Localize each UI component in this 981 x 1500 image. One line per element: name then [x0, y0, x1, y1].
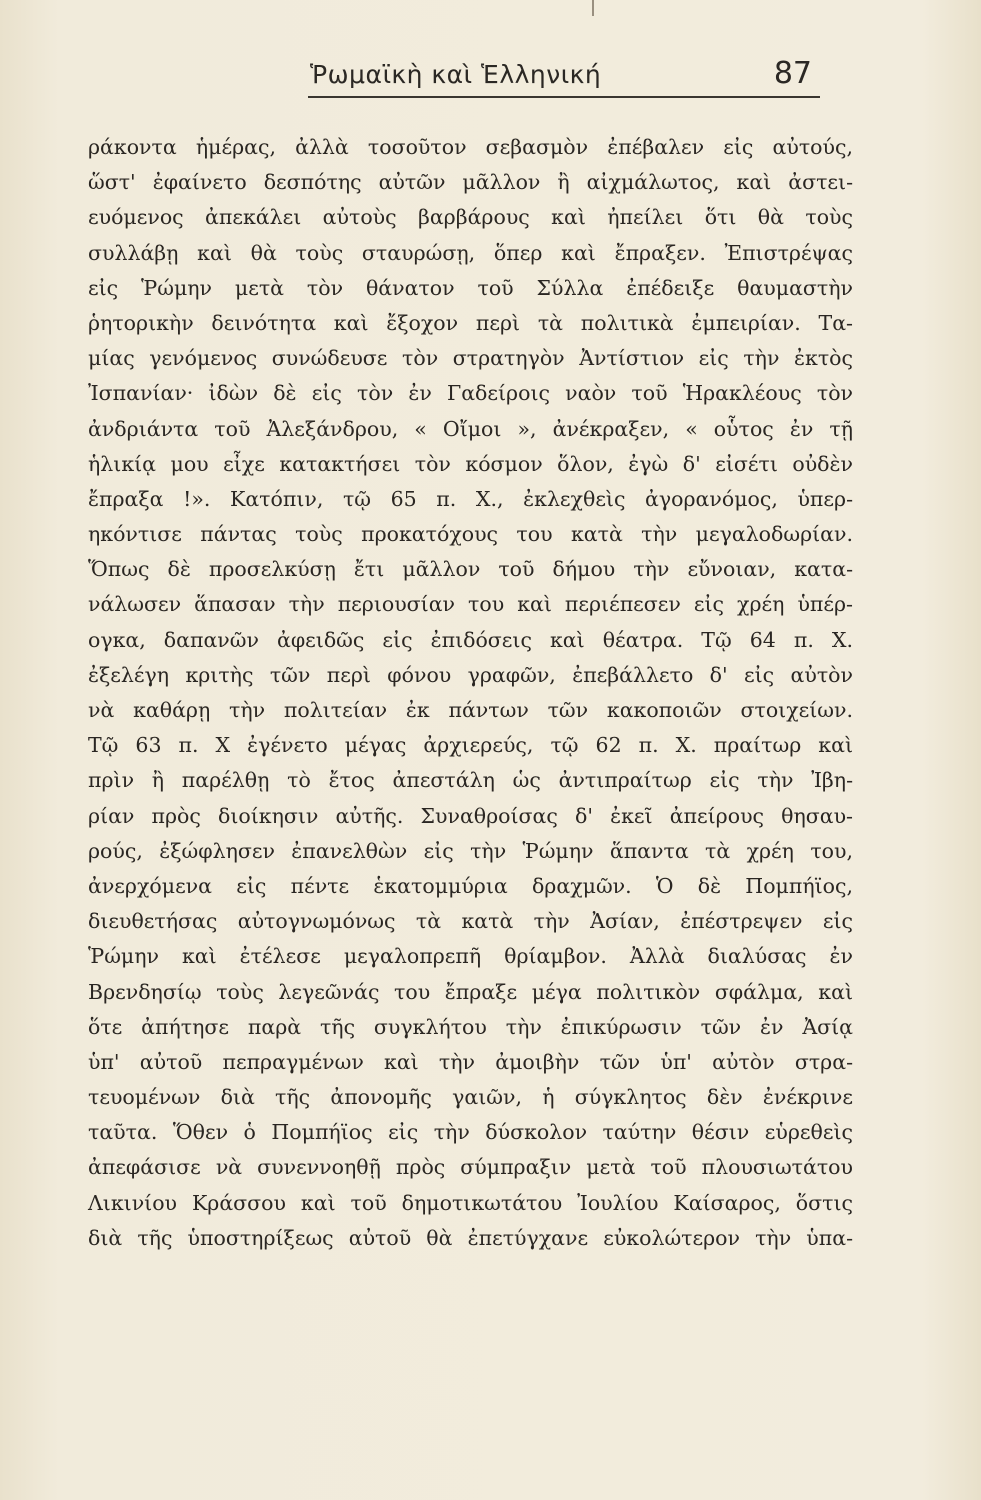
- text-line: νὰ καθάρῃ τὴν πολιτείαν ἐκ πάντων τῶν κακοποιῶν στοιχείων.: [88, 698, 853, 722]
- text-line: τευομένων διὰ τῆς ἀπονομῆς γαιῶν, ἡ σύγκλητος δὲν ἐνέκρινε: [88, 1085, 853, 1110]
- text-line: ἔπραξα !». Κατόπιν, τῷ 65 π. Χ., ἐκλεχθεὶς ἀγορανόμος, ὑπερ-: [88, 486, 853, 511]
- text-line: ηκόντισε πάντας τοὺς προκατόχους του κατὰ τὴν μεγαλοδωρίαν.: [88, 522, 853, 547]
- body-text: [88, 130, 853, 1256]
- text-line: ὑπ' αὐτοῦ πεπραγμένων καὶ τὴν ἀμοιβὴν τῶν ὑπ' αὐτὸν στρα-: [88, 1049, 853, 1074]
- text-line: ἡλικίᾳ μου εἶχε κατακτήσει τὸν κόσμον ὅλον, ἐγὼ δ' εἰσέτι οὐδὲν: [88, 451, 853, 476]
- page-header: [300, 52, 820, 98]
- text-line: ράκοντα ἡμέρας, ἀλλὰ τοσοῦτον σεβασμὸν ἐπέβαλεν εἰς αὐτούς,: [88, 135, 853, 159]
- text-line: ἐξελέγη κριτὴς τῶν περὶ φόνου γραφῶν, ἐπεβάλλετο δ' εἰς αὐτὸν: [88, 662, 853, 687]
- text-line: ρίαν πρὸς διοίκησιν αὐτῆς. Συναθροίσας δ' ἐκεῖ ἀπείρους θησαυ-: [88, 803, 853, 828]
- text-line: ἀπεφάσισε νὰ συνεννοηθῇ πρὸς σύμπραξιν μετὰ τοῦ πλουσιωτάτου: [88, 1155, 853, 1180]
- text-line: Ὅπως δὲ προσελκύσῃ ἔτι μᾶλλον τοῦ δήμου τὴν εὔνοιαν, κατα-: [88, 557, 853, 582]
- text-line: εἰς Ῥώμην μετὰ τὸν θάνατον τοῦ Σύλλα ἐπέδειξε θαυμαστὴν: [88, 275, 853, 300]
- text-line: ὅτε ἀπήτησε παρὰ τῆς συγκλήτου τὴν ἐπικύρωσιν τῶν ἐν Ἀσίᾳ: [88, 1014, 853, 1039]
- text-line: διευθετήσας αὐτογνωμόνως τὰ κατὰ τὴν Ἀσίαν, ἐπέστρεψεν εἰς: [88, 909, 853, 934]
- text-line: ρούς, ἐξώφλησεν ἐπανελθὼν εἰς τὴν Ῥώμην ἅπαντα τὰ χρέη του,: [88, 838, 853, 863]
- text-line: συλλάβῃ καὶ θὰ τοὺς σταυρώσῃ, ὅπερ καὶ ἔπραξεν. Ἐπιστρέψας: [88, 240, 853, 265]
- page-edge-mark: [592, 0, 594, 16]
- text-line: διὰ τῆς ὑποστηρίξεως αὐτοῦ θὰ ἐπετύγχανε εὐκολώτερον τὴν ὑπα-: [88, 1225, 853, 1250]
- running-title: Ῥωμαϊκὴ καὶ Ἑλληνική: [310, 60, 602, 89]
- page-number: 87: [773, 56, 812, 91]
- text-line: Βρενδησίῳ τοὺς λεγεῶνάς του ἔπραξε μέγα πολιτικὸν σφάλμα, καὶ: [88, 979, 853, 1004]
- text-line: ἀνερχόμενα εἰς πέντε ἑκατομμύρια δραχμῶν. Ὁ δὲ Πομπήϊος,: [88, 873, 853, 898]
- text-line: Ῥώμην καὶ ἐτέλεσε μεγαλοπρεπῆ θρίαμβον. Ἀλλὰ διαλύσας ἐν: [88, 944, 853, 969]
- text-line: ογκα, δαπανῶν ἀφειδῶς εἰς ἐπιδόσεις καὶ θέατρα. Τῷ 64 π. Χ.: [88, 627, 853, 652]
- text-line: πρὶν ἢ παρέλθῃ τὸ ἔτος ἀπεστάλη ὡς ἀντιπραίτωρ εἰς τὴν Ἰβη-: [88, 768, 853, 793]
- text-line: Τῷ 63 π. Χ ἐγένετο μέγας ἀρχιερεύς, τῷ 62 π. Χ. πραίτωρ καὶ: [88, 733, 853, 758]
- text-line: ῥητορικὴν δεινότητα καὶ ἔξοχον περὶ τὰ πολιτικὰ ἐμπειρίαν. Τα-: [88, 310, 853, 335]
- text-line: μίας γενόμενος συνώδευσε τὸν στρατηγὸν Ἀντίστιον εἰς τὴν ἐκτὸς: [88, 346, 853, 371]
- text-line: νάλωσεν ἅπασαν τὴν περιουσίαν του καὶ περιέπεσεν εἰς χρέη ὑπέρ-: [88, 592, 853, 617]
- text-line: Ἰσπανίαν· ἰδὼν δὲ εἰς τὸν ἐν Γαδείροις ναὸν τοῦ Ἡρακλέους τὸν: [88, 381, 853, 406]
- text-line: ευόμενος ἀπεκάλει αὐτοὺς βαρβάρους καὶ ἠπείλει ὅτι θὰ τοὺς: [88, 205, 853, 230]
- text-line: ταῦτα. Ὅθεν ὁ Πομπήϊος εἰς τὴν δύσκολον ταύτην θέσιν εὑρεθεὶς: [88, 1120, 853, 1145]
- text-line: Λικινίου Κράσσου καὶ τοῦ δημοτικωτάτου Ἰουλίου Καίσαρος, ὅστις: [88, 1190, 853, 1215]
- header-rule: [308, 96, 820, 98]
- text-line: ὥστ' ἐφαίνετο δεσπότης αὐτῶν μᾶλλον ἢ αἰχμάλωτος, καὶ ἀστει-: [88, 170, 853, 195]
- text-line: ἀνδριάντα τοῦ Ἀλεξάνδρου, « Οἴμοι », ἀνέκραξεν, « οὗτος ἐν τῇ: [88, 416, 853, 441]
